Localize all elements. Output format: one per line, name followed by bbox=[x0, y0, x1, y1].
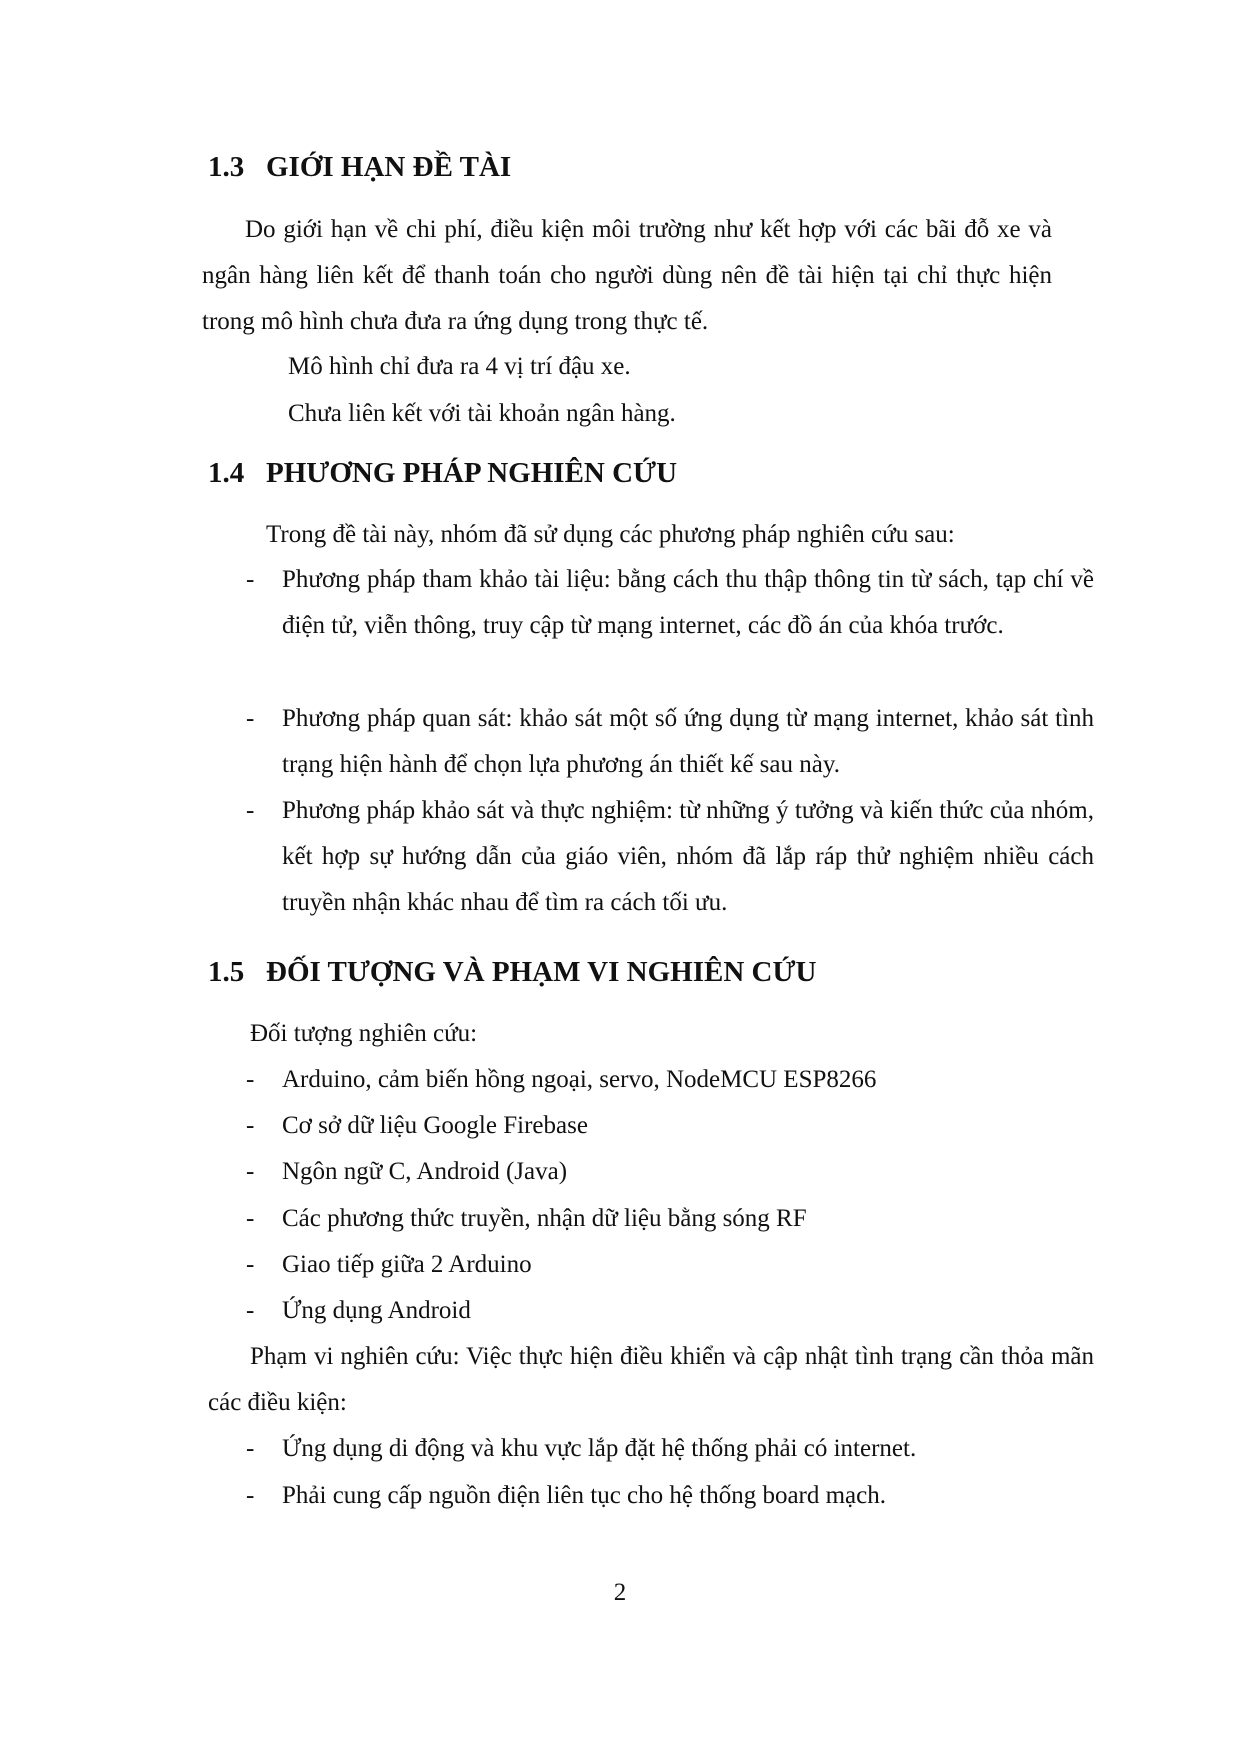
section-title: GIỚI HẠN ĐỀ TÀI bbox=[266, 151, 512, 183]
bullet-dash: - bbox=[246, 1435, 255, 1462]
bullet-dash: - bbox=[246, 1205, 255, 1232]
bullet-dash: - bbox=[246, 566, 255, 593]
page-number: 2 bbox=[613, 1579, 627, 1606]
bullet-dash: - bbox=[246, 1066, 255, 1093]
object-item-6: Ứng dụng Android bbox=[282, 1297, 471, 1324]
section-title: PHƯƠNG PHÁP NGHIÊN CỨU bbox=[266, 457, 678, 489]
object-item-5: Giao tiếp giữa 2 Arduino bbox=[282, 1251, 532, 1278]
bullet-dash: - bbox=[246, 797, 255, 824]
object-item-3: Ngôn ngữ C, Android (Java) bbox=[282, 1158, 568, 1185]
section-number: 1.3 bbox=[208, 151, 245, 183]
method-item-2: Phương pháp quan sát: khảo sát một số ứng dụng từ mạng internet, khảo sát tình trạng hiện hành để chọn lựa phương án thiết kế sau này. bbox=[282, 705, 1094, 778]
section-number: 1.4 bbox=[208, 457, 245, 489]
section-heading-1-3 bbox=[208, 150, 511, 184]
objects-label: Đối tượng nghiên cứu: bbox=[250, 1020, 478, 1047]
section-number: 1.5 bbox=[208, 956, 245, 988]
bullet-dash: - bbox=[246, 1112, 255, 1139]
bullet-dash: - bbox=[246, 1158, 255, 1185]
bullet-dash: - bbox=[246, 1251, 255, 1278]
scope-paragraph: Phạm vi nghiên cứu: Việc thực hiện điều khiển và cập nhật tình trạng cần thỏa mãn các điều kiện: bbox=[208, 1343, 1094, 1416]
bullet-dash: - bbox=[246, 1482, 255, 1509]
scope-item-1: Ứng dụng di động và khu vực lắp đặt hệ thống phải có internet. bbox=[282, 1435, 917, 1462]
section-heading-1-5 bbox=[208, 955, 817, 989]
methods-intro: Trong đề tài này, nhóm đã sử dụng các phương pháp nghiên cứu sau: bbox=[266, 521, 955, 548]
section-title: ĐỐI TƯỢNG VÀ PHẠM VI NGHIÊN CỨU bbox=[266, 956, 817, 988]
bullet-dash: - bbox=[246, 705, 255, 732]
object-item-4: Các phương thức truyền, nhận dữ liệu bằng sóng RF bbox=[282, 1205, 807, 1232]
section-paragraph: Do giới hạn về chi phí, điều kiện môi trường như kết hợp với các bãi đỗ xe và ngân hàng liên kết để thanh toán cho người dùng nên đề tài hiện tại chỉ thực hiện trong mô hình chưa đưa ra ứng dụng trong thực tế. bbox=[202, 216, 1052, 335]
object-item-1: Arduino, cảm biến hồng ngoại, servo, NodeMCU ESP8266 bbox=[282, 1066, 877, 1093]
section-heading-1-4 bbox=[208, 456, 677, 490]
bullet-dash: - bbox=[246, 1297, 255, 1324]
limit-line-2: Chưa liên kết với tài khoản ngân hàng. bbox=[288, 400, 676, 427]
limit-line-1: Mô hình chỉ đưa ra 4 vị trí đậu xe. bbox=[288, 353, 631, 380]
method-item-1: Phương pháp tham khảo tài liệu: bằng cách thu thập thông tin từ sách, tạp chí về điện tử, viễn thông, truy cập từ mạng internet, các đồ án của khóa trước. bbox=[282, 566, 1094, 639]
method-item-3: Phương pháp khảo sát và thực nghiệm: từ những ý tưởng và kiến thức của nhóm, kết hợp sự hướng dẫn của giáo viên, nhóm đã lắp ráp thử nghiệm nhiều cách truyền nhận khác nhau để tìm ra cách tối ưu. bbox=[282, 797, 1094, 916]
object-item-2: Cơ sở dữ liệu Google Firebase bbox=[282, 1112, 588, 1139]
scope-item-2: Phải cung cấp nguồn điện liên tục cho hệ thống board mạch. bbox=[282, 1482, 887, 1509]
